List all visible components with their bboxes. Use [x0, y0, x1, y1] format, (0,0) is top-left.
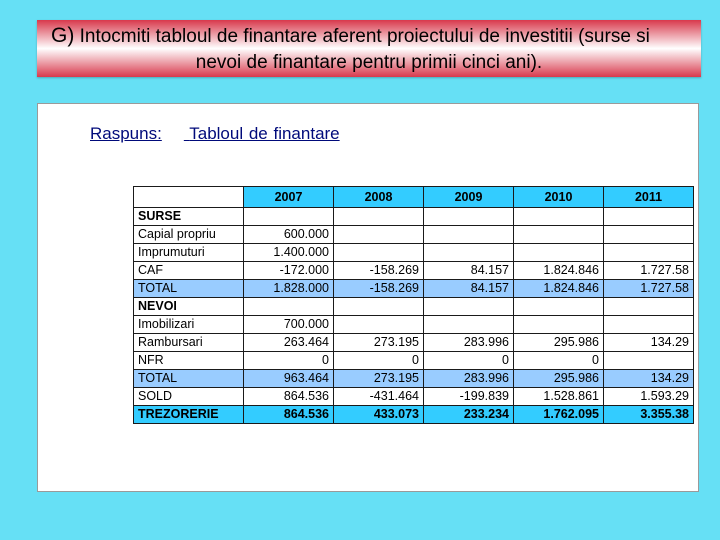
value-cell — [424, 208, 514, 226]
table-body — [134, 208, 694, 424]
value-cell: 963.464 — [244, 370, 334, 388]
table-header-row — [134, 187, 694, 208]
value-cell — [514, 298, 604, 316]
table-row — [134, 262, 694, 280]
value-cell: 84.157 — [424, 280, 514, 298]
row-label: CAF — [134, 262, 244, 280]
table-row — [134, 406, 694, 424]
value-cell: 1.528.861 — [514, 388, 604, 406]
value-cell — [604, 208, 694, 226]
year-header-2007: 2007 — [244, 187, 334, 208]
slide-title-line-1 — [51, 24, 691, 48]
value-cell: -199.839 — [424, 388, 514, 406]
row-label: SURSE — [134, 208, 244, 226]
value-cell — [334, 316, 424, 334]
table-row — [134, 370, 694, 388]
value-cell: 273.195 — [334, 334, 424, 352]
table-row — [134, 226, 694, 244]
table-row — [134, 334, 694, 352]
value-cell: 700.000 — [244, 316, 334, 334]
value-cell — [334, 244, 424, 262]
table-row — [134, 316, 694, 334]
value-cell: -431.464 — [334, 388, 424, 406]
value-cell: 1.762.095 — [514, 406, 604, 424]
value-cell — [244, 208, 334, 226]
value-cell: 233.234 — [424, 406, 514, 424]
value-cell — [604, 352, 694, 370]
table-row — [134, 352, 694, 370]
value-cell: 0 — [244, 352, 334, 370]
value-cell: 263.464 — [244, 334, 334, 352]
value-cell: 1.727.58 — [604, 262, 694, 280]
table-row — [134, 244, 694, 262]
value-cell: 84.157 — [424, 262, 514, 280]
value-cell — [424, 316, 514, 334]
row-label: Capial propriu — [134, 226, 244, 244]
answer-label: Raspuns: — [90, 124, 162, 143]
year-header-2011: 2011 — [604, 187, 694, 208]
value-cell: 1.824.846 — [514, 280, 604, 298]
value-cell — [604, 244, 694, 262]
value-cell: 1.828.000 — [244, 280, 334, 298]
table-row — [134, 298, 694, 316]
value-cell: 864.536 — [244, 406, 334, 424]
answer-heading — [90, 124, 340, 144]
financing-table-viewport — [133, 186, 689, 435]
value-cell — [334, 208, 424, 226]
value-cell: 283.996 — [424, 334, 514, 352]
value-cell: 134.29 — [604, 370, 694, 388]
value-cell: -158.269 — [334, 280, 424, 298]
value-cell: -158.269 — [334, 262, 424, 280]
value-cell: 3.355.38 — [604, 406, 694, 424]
value-cell: 283.996 — [424, 370, 514, 388]
value-cell — [514, 244, 604, 262]
value-cell — [604, 316, 694, 334]
value-cell: 1.824.846 — [514, 262, 604, 280]
value-cell — [514, 316, 604, 334]
value-cell — [424, 298, 514, 316]
row-label: TOTAL — [134, 280, 244, 298]
year-header-2010: 2010 — [514, 187, 604, 208]
table-row — [134, 388, 694, 406]
value-cell — [424, 244, 514, 262]
value-cell — [514, 226, 604, 244]
table-row — [134, 208, 694, 226]
financing-table — [133, 186, 694, 424]
slide-title-line-2: nevoi de finantare pentru primii cinci ani). — [195, 52, 543, 73]
value-cell — [424, 226, 514, 244]
value-cell: -172.000 — [244, 262, 334, 280]
value-cell — [604, 298, 694, 316]
value-cell: 295.986 — [514, 334, 604, 352]
table-corner-cell — [134, 187, 244, 208]
value-cell: 433.073 — [334, 406, 424, 424]
value-cell — [244, 298, 334, 316]
value-cell: 1.593.29 — [604, 388, 694, 406]
value-cell: 0 — [424, 352, 514, 370]
slide-title-bar — [37, 20, 701, 77]
value-cell: 1.727.58 — [604, 280, 694, 298]
value-cell: 1.400.000 — [244, 244, 334, 262]
table-row — [134, 280, 694, 298]
row-label: NEVOI — [134, 298, 244, 316]
title-prefix: G) — [51, 24, 75, 47]
row-label: NFR — [134, 352, 244, 370]
value-cell: 0 — [514, 352, 604, 370]
row-label: TREZORERIE — [134, 406, 244, 424]
row-label: Imobilizari — [134, 316, 244, 334]
value-cell: 295.986 — [514, 370, 604, 388]
value-cell — [334, 226, 424, 244]
row-label: Rambursari — [134, 334, 244, 352]
row-label: TOTAL — [134, 370, 244, 388]
row-label: SOLD — [134, 388, 244, 406]
year-header-2008: 2008 — [334, 187, 424, 208]
title-text-line-1: Intocmiti tabloul de finantare aferent proiectului de investitii (surse si — [79, 26, 650, 47]
row-label: Imprumuturi — [134, 244, 244, 262]
value-cell — [514, 208, 604, 226]
value-cell — [334, 298, 424, 316]
value-cell: 0 — [334, 352, 424, 370]
year-header-2009: 2009 — [424, 187, 514, 208]
value-cell: 134.29 — [604, 334, 694, 352]
answer-table-title: Tabloul de finantare — [189, 124, 340, 143]
content-panel — [37, 103, 699, 492]
value-cell: 864.536 — [244, 388, 334, 406]
value-cell: 600.000 — [244, 226, 334, 244]
value-cell — [604, 226, 694, 244]
value-cell: 273.195 — [334, 370, 424, 388]
